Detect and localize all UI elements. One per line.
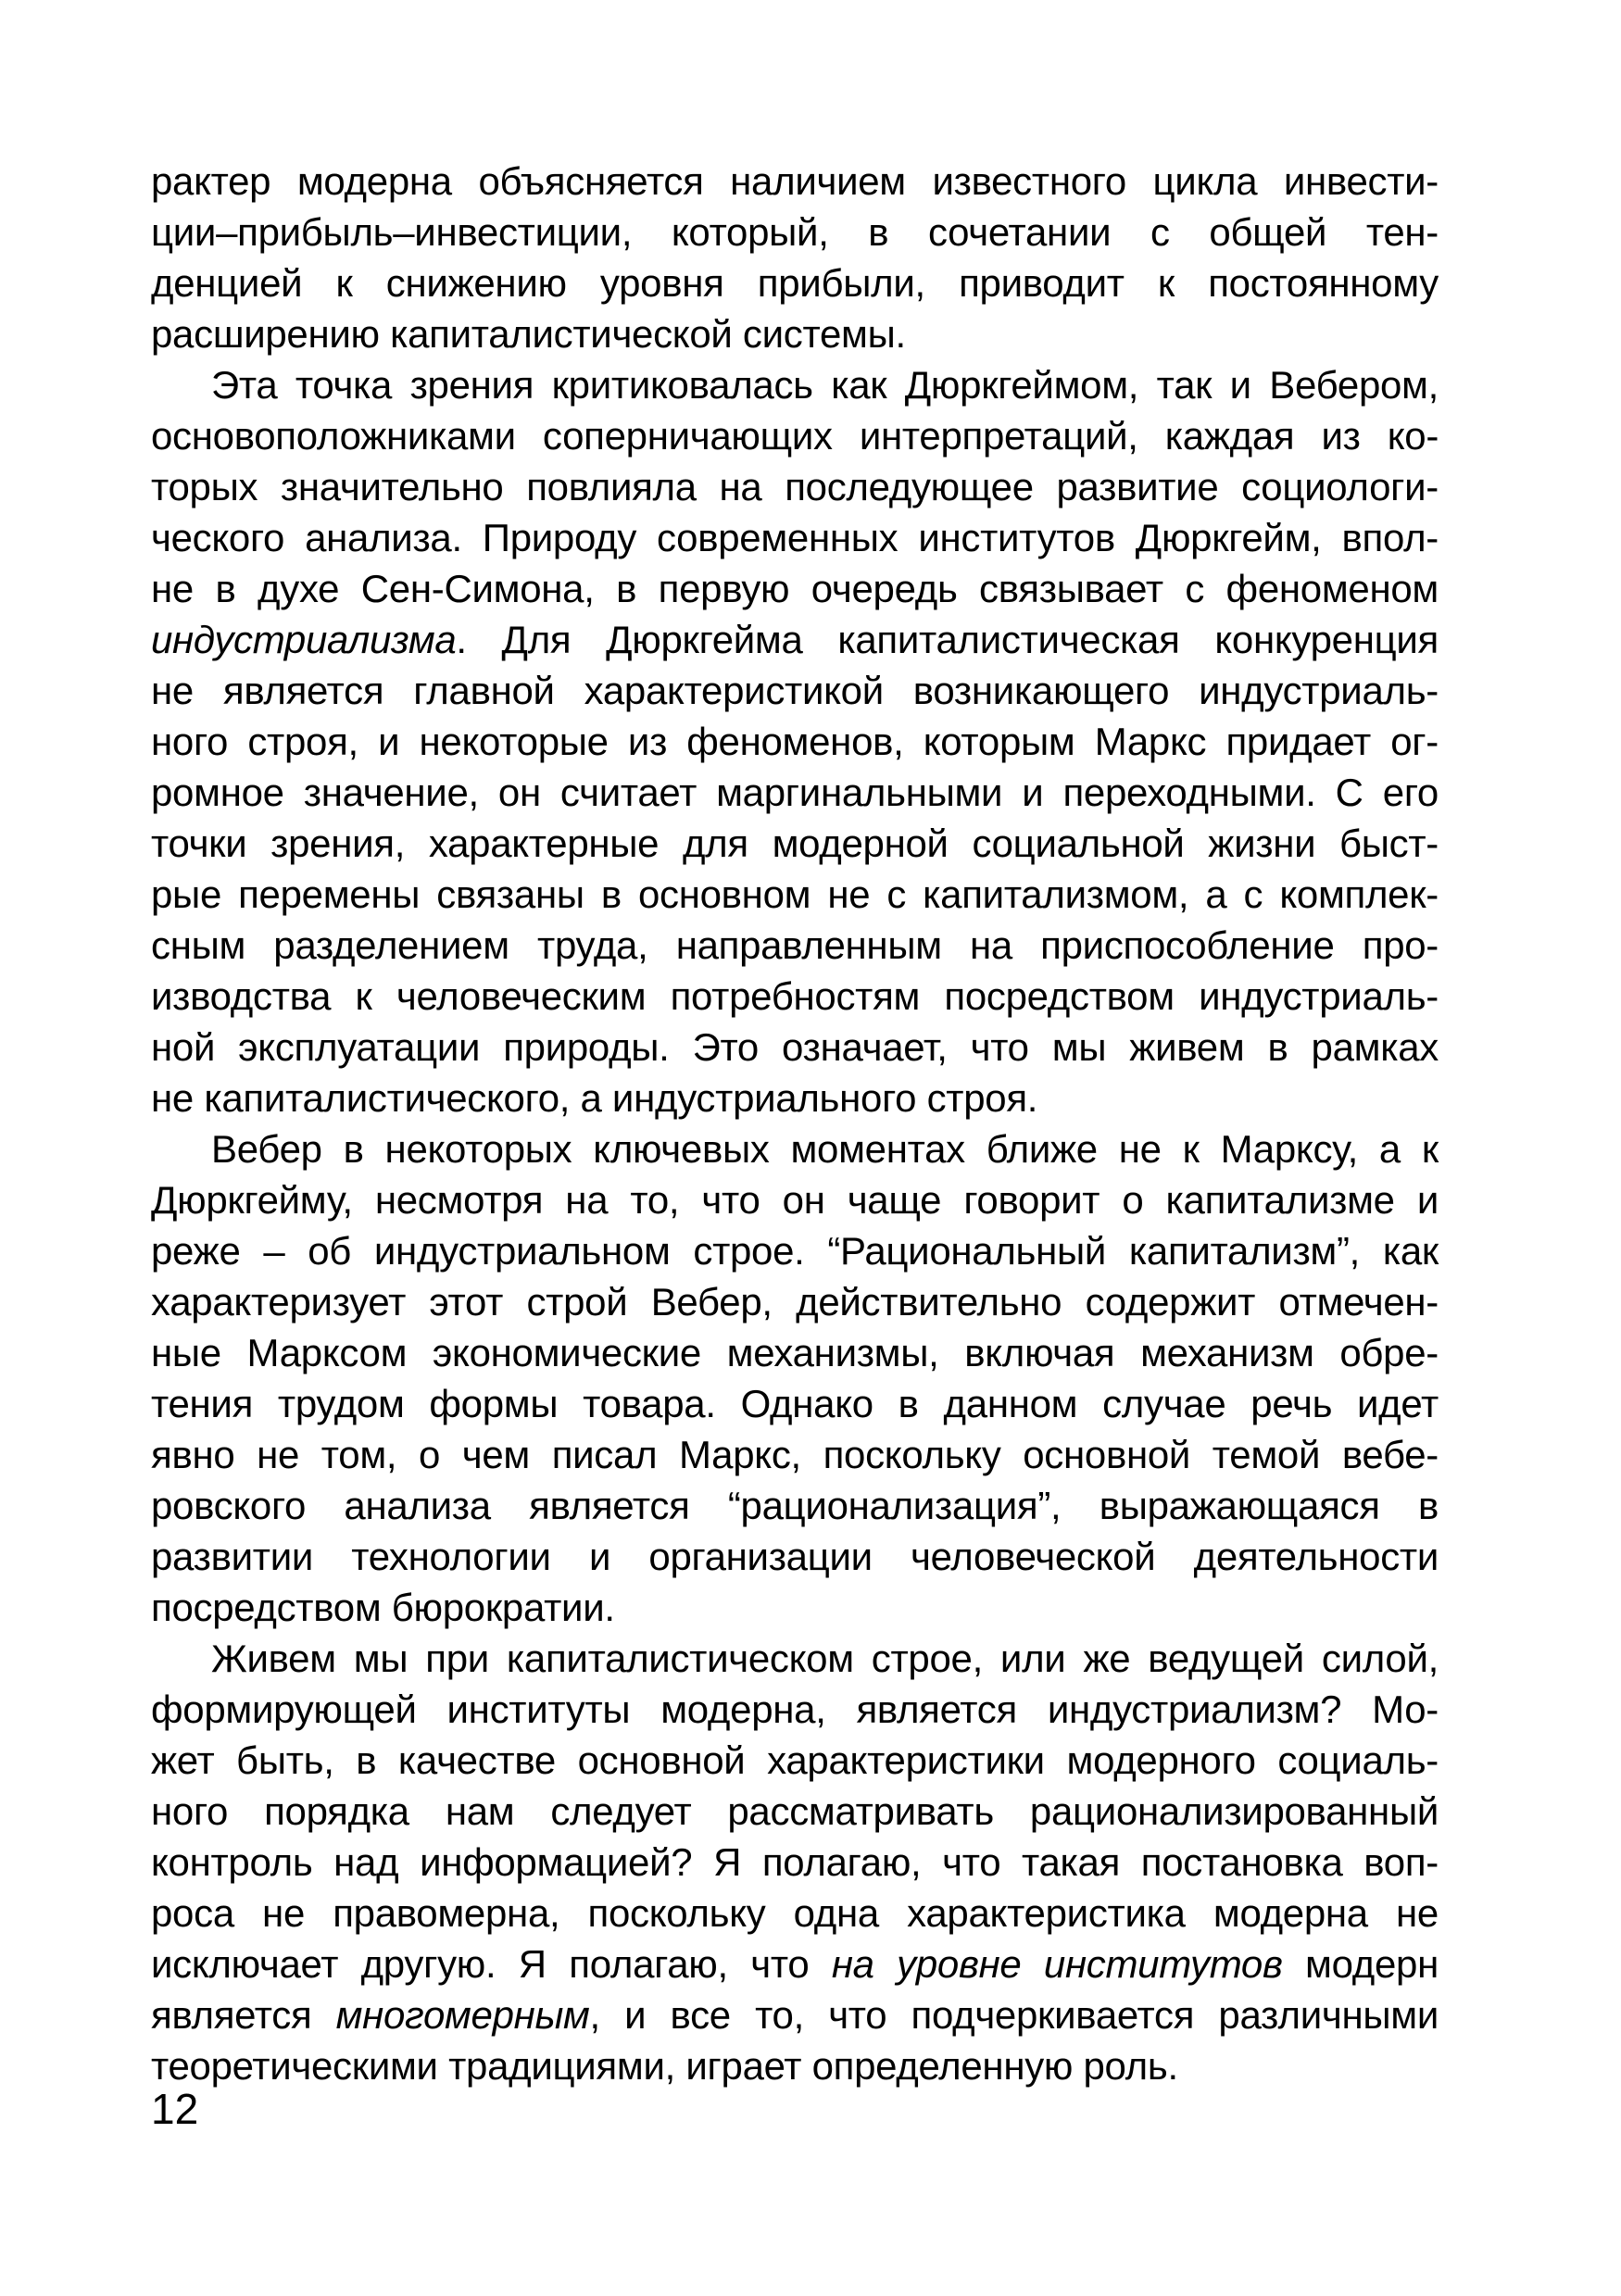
text-segment: жет быть, в качестве основной характеристики модерного социаль- bbox=[151, 1738, 1439, 1782]
text-line bbox=[151, 971, 1439, 1022]
text-segment: развитии технологии и организации человеческой деятельности bbox=[151, 1535, 1439, 1578]
text-segment: изводства к человеческим потребностям посредством индустриаль- bbox=[151, 974, 1439, 1018]
text-line bbox=[151, 716, 1439, 767]
text-line bbox=[151, 1073, 1439, 1123]
text-segment: посредством бюрократии. bbox=[151, 1586, 615, 1629]
text-line bbox=[151, 410, 1439, 461]
text-line bbox=[151, 1633, 1439, 1684]
text-segment: характеризует этот строй Вебер, действительно содержит отмечен- bbox=[151, 1280, 1439, 1324]
text-segment: расширению капиталистической системы. bbox=[151, 312, 906, 356]
text-segment: формирующей институты модерна, является индустриализм? Мо- bbox=[151, 1687, 1439, 1731]
text-line bbox=[151, 1684, 1439, 1735]
text-segment: Живем мы при капиталистическом строе, или же ведущей силой, bbox=[211, 1637, 1439, 1680]
text-line bbox=[151, 1735, 1439, 1786]
text-segment: рактер модерна объясняется наличием известного цикла инвести- bbox=[151, 159, 1439, 203]
text-segment: явно не том, о чем писал Маркс, поскольку основной темой вебе- bbox=[151, 1433, 1439, 1476]
text-line bbox=[151, 1989, 1439, 2040]
text-segment: исключает другую. Я полагаю, что bbox=[151, 1942, 832, 1986]
text-line bbox=[151, 1531, 1439, 1582]
text-segment: ции–прибыль–инвестиции, который, в сочетании с общей тен- bbox=[151, 210, 1439, 254]
text-line bbox=[151, 1225, 1439, 1276]
text-line bbox=[151, 614, 1439, 665]
text-segment: реже – об индустриальном строе. “Рациональный капитализм”, как bbox=[151, 1229, 1439, 1273]
text-line bbox=[151, 665, 1439, 716]
text-segment: ного порядка нам следует рассматривать рационализированный bbox=[151, 1789, 1439, 1833]
text-line bbox=[151, 920, 1439, 971]
text-segment: не в духе Сен-Симона, в первую очередь связывает с феноменом bbox=[151, 567, 1439, 610]
text-line bbox=[151, 1276, 1439, 1327]
text-line bbox=[151, 1327, 1439, 1378]
text-line bbox=[151, 2040, 1439, 2091]
text-line bbox=[151, 207, 1439, 257]
text-segment: ного строя, и некоторые из феноменов, которым Маркс придает ог- bbox=[151, 720, 1439, 763]
text-segment: роса не правомерна, поскольку одна характеристика модерна не bbox=[151, 1891, 1439, 1935]
text-segment: Дюркгейму, несмотря на то, что он чаще говорит о капитализме и bbox=[151, 1178, 1439, 1222]
text-segment: модерн bbox=[1282, 1942, 1439, 1986]
text-segment: точки зрения, характерные для модерной социальной жизни быст- bbox=[151, 822, 1439, 865]
text-line bbox=[151, 767, 1439, 818]
text-segment: ные Марксом экономические механизмы, включая механизм обре- bbox=[151, 1331, 1439, 1374]
text-line bbox=[151, 1480, 1439, 1531]
page-text bbox=[151, 156, 1439, 2091]
text-segment: рые перемены связаны в основном не с капитализмом, а с комплек- bbox=[151, 872, 1439, 916]
text-segment: основоположниками соперничающих интерпретаций, каждая из ко- bbox=[151, 414, 1439, 458]
text-segment: денцией к снижению уровня прибыли, приводит к постоянному bbox=[151, 261, 1439, 305]
text-segment: является bbox=[151, 1993, 336, 2037]
text-segment: торых значительно повлияла на последующее развитие социологи- bbox=[151, 465, 1439, 508]
text-line bbox=[151, 512, 1439, 563]
text-segment: Эта точка зрения критиковалась как Дюркгеймом, так и Вебером, bbox=[211, 363, 1439, 407]
text-line bbox=[151, 869, 1439, 920]
text-segment: контроль над информацией? Я полагаю, что такая постановка воп- bbox=[151, 1840, 1439, 1884]
text-segment: тения трудом формы товара. Однако в данном случае речь идет bbox=[151, 1382, 1439, 1425]
text-segment: теоретическими традициями, играет определенную роль. bbox=[151, 2044, 1178, 2088]
text-segment: , и все то, что подчеркивается различными bbox=[589, 1993, 1439, 2037]
text-segment: . Для Дюркгейма капиталистическая конкуренция bbox=[456, 618, 1439, 661]
italic-text-segment: на уровне институтов bbox=[831, 1942, 1283, 1986]
text-segment: ромное значение, он считает маргинальными и переходными. С его bbox=[151, 771, 1439, 814]
text-line bbox=[151, 1429, 1439, 1480]
text-segment: не является главной характеристикой возникающего индустриаль- bbox=[151, 669, 1439, 712]
page-number: 12 bbox=[151, 2085, 199, 2133]
text-segment: ной эксплуатации природы. Это означает, что мы живем в рамках bbox=[151, 1025, 1439, 1069]
text-line bbox=[151, 1786, 1439, 1837]
text-line bbox=[151, 257, 1439, 308]
text-segment: Вебер в некоторых ключевых моментах ближе не к Марксу, а к bbox=[211, 1127, 1439, 1171]
text-line bbox=[151, 1888, 1439, 1938]
text-line bbox=[151, 461, 1439, 512]
text-line bbox=[151, 308, 1439, 359]
text-line bbox=[151, 156, 1439, 207]
text-line bbox=[151, 563, 1439, 614]
italic-text-segment: индустриализма bbox=[151, 618, 457, 661]
text-segment: ровского анализа является “рационализация”, выражающаяся в bbox=[151, 1484, 1439, 1527]
text-segment: сным разделением труда, направленным на приспособление про- bbox=[151, 923, 1439, 967]
text-line bbox=[151, 359, 1439, 410]
text-line bbox=[151, 1938, 1439, 1989]
text-segment: ческого анализа. Природу современных институтов Дюркгейм, впол- bbox=[151, 516, 1439, 559]
text-line bbox=[151, 1378, 1439, 1429]
italic-text-segment: многомерным bbox=[335, 1993, 590, 2037]
text-segment: не капиталистического, а индустриального строя. bbox=[151, 1076, 1038, 1120]
text-line bbox=[151, 1174, 1439, 1225]
text-line bbox=[151, 1837, 1439, 1888]
text-line bbox=[151, 818, 1439, 869]
text-line bbox=[151, 1022, 1439, 1073]
text-line bbox=[151, 1582, 1439, 1633]
text-line bbox=[151, 1123, 1439, 1174]
